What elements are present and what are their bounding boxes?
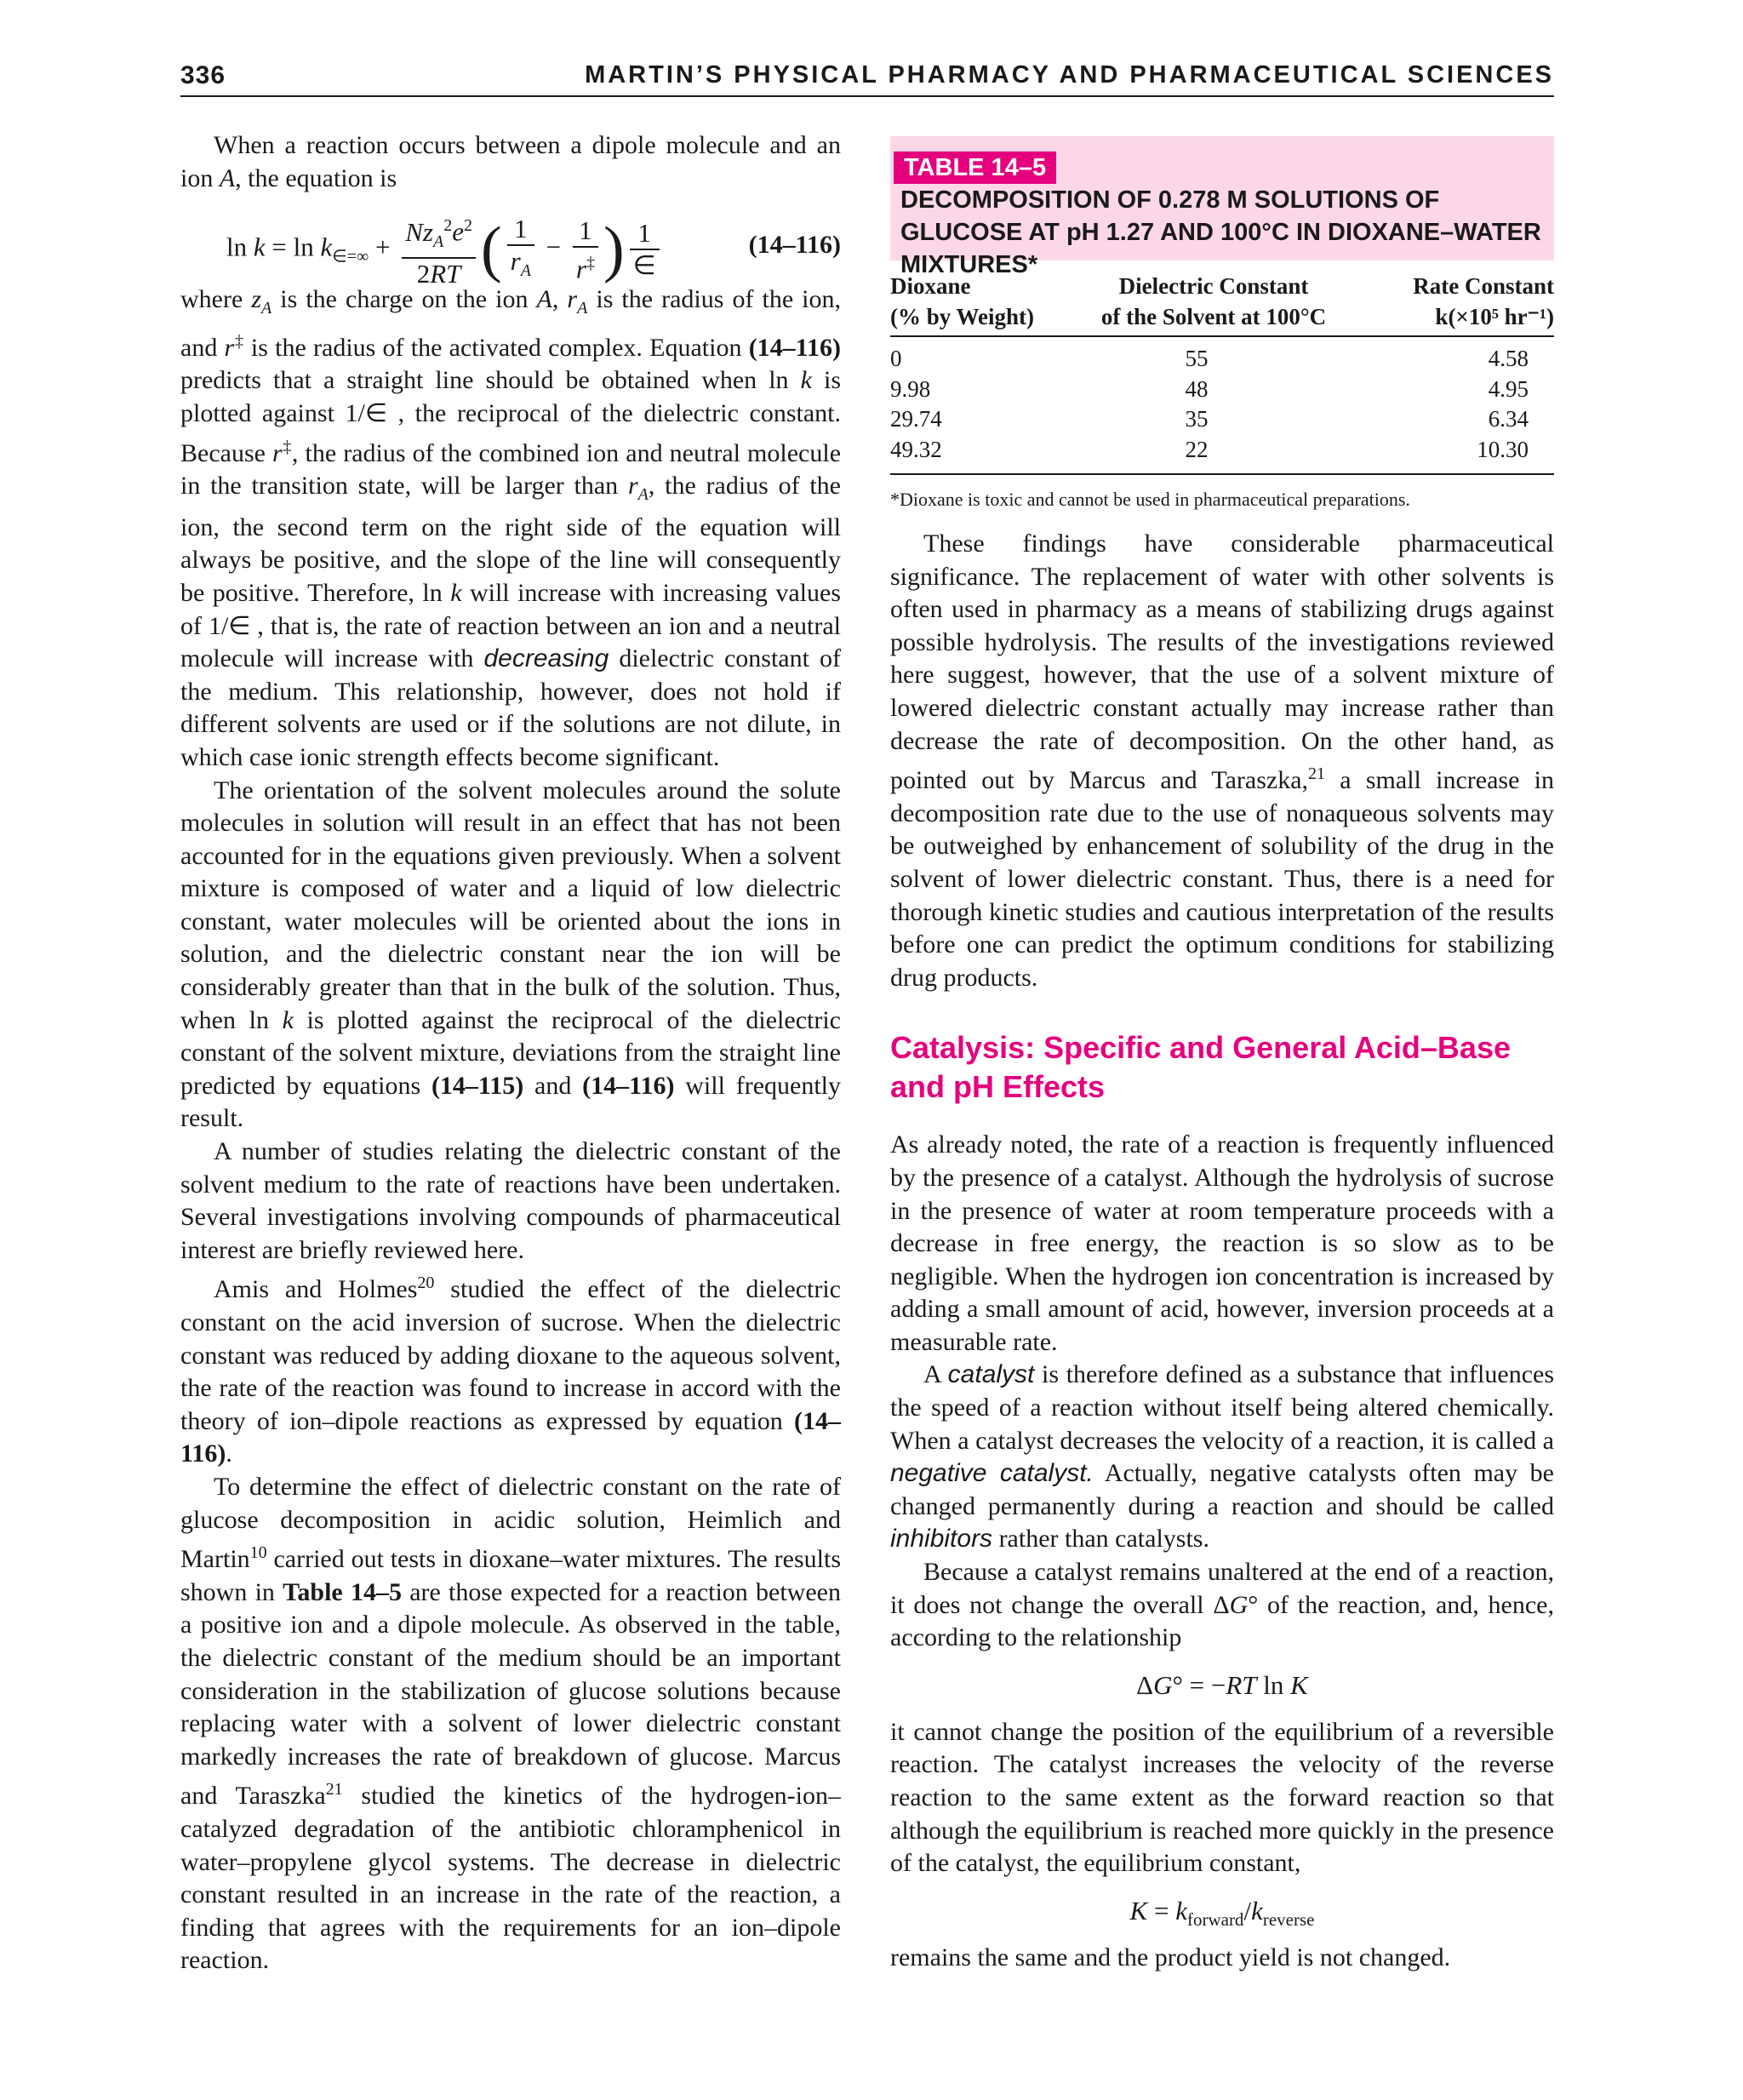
header-rule [180, 95, 1554, 97]
paragraph: it cannot change the position of the equilibrium of a reversible reaction. The catalyst increases the velocity of the reverse reaction to the same extent as the forward reaction so that although the equilibrium is reached more quickly in the presence of the catalyst, the equilibrium constant, [890, 1717, 1554, 1878]
paragraph: where $z_A$ is the charge on the ion A, $r_A$ is the radius of the ion, and r‡ is the radius of the activated complex. Equation (14–116) predicts that a straight line should be obtained when ln k is plotted against 1/∈ , the reciprocal of the dielectric constant. Because r‡, the radius of the combined ion and neutral molecule in the transition state, will be larger than $r_A$, the radius of the ion, the second term on the right side of the equation will always be positive, and the slope of the line will consequently be positive. Therefore, ln k will increase with increasing values of 1/∈ , that is, the rate of reaction between an ion and a neutral molecule will increase with decreasing dielectric constant of the medium. This relationship, however, does not hold if different solvents are used or if the solutions are not dilute, in which case ionic strength effects become significant. [180, 285, 842, 771]
section-heading: Catalysis: Specific and General Acid–Base and pH Effects [890, 1030, 1511, 1105]
table-cell: 4.95 [1488, 375, 1529, 402]
table-header-cell: Dioxane [890, 273, 971, 299]
table-cell: 9.98 [890, 375, 931, 402]
equation-14-116: $\ln k = \ln k_{\in=\infty}$ + $\frac{Nz_A^2e^2}{2RT}$ ( $\frac{1}{r_A}$ − $\frac{1}{r^\ddagger}$ ) $\frac{1}{\in}$ (14–116) [180, 195, 841, 283]
paragraph: A catalyst is therefore defined as a substance that influences the speed of a reaction without itself being altered chemically. When a catalyst decreases the velocity of a reaction, it is called a negative catalyst. Actually, negative catalysts often may be changed permanently during a reaction and should be called inhibitors rather than catalysts. [890, 1360, 1555, 1554]
data-table [890, 271, 1554, 475]
equation-number: (14–116) [748, 231, 841, 260]
table-tag: TABLE 14–5 [894, 152, 1056, 184]
table-row [890, 336, 1554, 375]
table-header-cell: (% by Weight) [890, 301, 1060, 336]
table-cell: 55 [1185, 346, 1209, 371]
table-cell: 22 [1060, 435, 1367, 475]
table-header-cell: k(×10⁵ hr⁻¹) [1367, 301, 1554, 336]
paragraph: A number of studies relating the dielectric constant of the solvent medium to the rate of reactions have been undertaken. Several investigations involving compounds of pharmaceutical interest are briefly reviewed here. [180, 1137, 841, 1264]
page-header [180, 61, 1554, 99]
table-row [890, 375, 1554, 405]
paragraph: These findings have considerable pharmaceutical significance. The replacement of water with other solvents is often used in pharmacy as a means of stabilizing drugs against possible hydrolysis. The results of the investigations reviewed here suggest, however, that the use of a solvent mixture of lowered dielectric constant actually may increase rather than decrease the rate of decomposition. On the other hand, as pointed out by Marcus and Taraszka,$^{21}$ a small increase in decomposition rate due to the use of nonaqueous solvents may be outweighed by enhancement of solubility of the drug in the solvent of lower dielectric constant. Thus, there is a need for thorough kinetic studies and cautious interpretation of the results before one can predict the optimum conditions for stabilizing drug products. [890, 529, 1554, 992]
paragraph: To determine the effect of dielectric constant on the rate of glucose decomposition in acidic solution, Heimlich and Martin$^{10}$ carried out tests in dioxane–water mixtures. The results shown in Table 14–5 are those expected for a reaction between a positive ion and a dipole molecule. As observed in the table, the dielectric constant of the medium should be an important consideration in the stabilization of glucose solutions because replacing water with a solvent of lower dielectric constant markedly increases the rate of breakdown of glucose. Marcus and Taraszka$^{21}$ studied the kinetics of the hydrogen-ion–catalyzed degradation of the antibiotic chloramphenicol in water–propylene glycol systems. The decrease in dielectric constant resulted in an increase in the rate of the reaction, a finding that agrees with the requirements for an ion–dipole reaction. [180, 1472, 841, 1975]
table-cell: 0 [890, 346, 902, 371]
paragraph: When a reaction occurs between a dipole molecule and an ion A, the equation is [180, 131, 841, 192]
paragraph: Because a catalyst remains unaltered at the end of a reaction, it does not change the overall ΔG° of the reaction, and, hence, according to the relationship [890, 1558, 1554, 1652]
paragraph: Amis and Holmes$^{20}$ studied the effect of the dielectric constant on the acid inversion of sucrose. When the dielectric constant was reduced by adding dioxane to the aqueous solvent, the rate of the reaction was found to increase in accord with the theory of ion–dipole reactions as expressed by equation (14–116). [180, 1273, 841, 1468]
paragraph: As already noted, the rate of a reaction is frequently influenced by the presence of a catalyst. Although the hydrolysis of sucrose in the presence of water at room temperature proceeds with a decrease in free energy, the reaction is so slow as to be negligible. When the hydrogen ion concentration is increased by adding a small amount of acid, however, inversion proceeds at a measurable rate. [890, 1130, 1554, 1356]
table-footnote: *Dioxane is toxic and cannot be used in pharmaceutical preparations. [890, 489, 1410, 510]
right-column [890, 528, 1554, 1974]
table-cell: 6.34 [1488, 406, 1529, 432]
left-column [180, 129, 841, 1977]
table-header-cell: of the Solvent at 100°C [1060, 301, 1367, 336]
table-cell: 48 [1185, 375, 1209, 402]
table-header-cell: Rate Constant [1413, 273, 1554, 299]
table-cell: 29.74 [890, 406, 942, 432]
page-number: 336 [180, 61, 226, 89]
table-header-cell: Dielectric Constant [1118, 273, 1309, 299]
paragraph: The orientation of the solvent molecules around the solute molecules in solution will result in an effect that has not been accounted for in the equations given previously. When a solvent mixture is composed of water and a liquid of low dielectric constant, water molecules will be oriented about the ions in solution, and the dielectric constant near the ion will be considerably greater than that in the bulk of the solution. Thus, when ln k is plotted against the reciprocal of the dielectric constant of the solvent mixture, deviations from the straight line predicted by equations (14–115) and (14–116) will frequently result. [180, 775, 841, 1133]
running-head: MARTIN’S PHYSICAL PHARMACY AND PHARMACEUTICAL SCIENCES [585, 61, 1554, 89]
table-row [890, 435, 1554, 475]
equation-delta-g: ΔG° = −RT ln K [1136, 1669, 1308, 1700]
table-row [890, 404, 1554, 435]
table-cell: 35 [1185, 406, 1209, 432]
table-cell: 49.32 [890, 435, 1060, 475]
paragraph: remains the same and the product yield is not changed. [890, 1943, 1451, 1971]
table-cell: 4.58 [1488, 346, 1529, 371]
equation-equilibrium-constant: $K = k_{forward}/k_{reverse}$ [1129, 1895, 1315, 1930]
table-title: DECOMPOSITION OF 0.278 M SOLUTIONS OF GLUCOSE AT pH 1.27 AND 100°C IN DIOXANE–WATER MIXTURES* [900, 186, 1541, 278]
table-cell: 10.30 [1367, 435, 1554, 475]
